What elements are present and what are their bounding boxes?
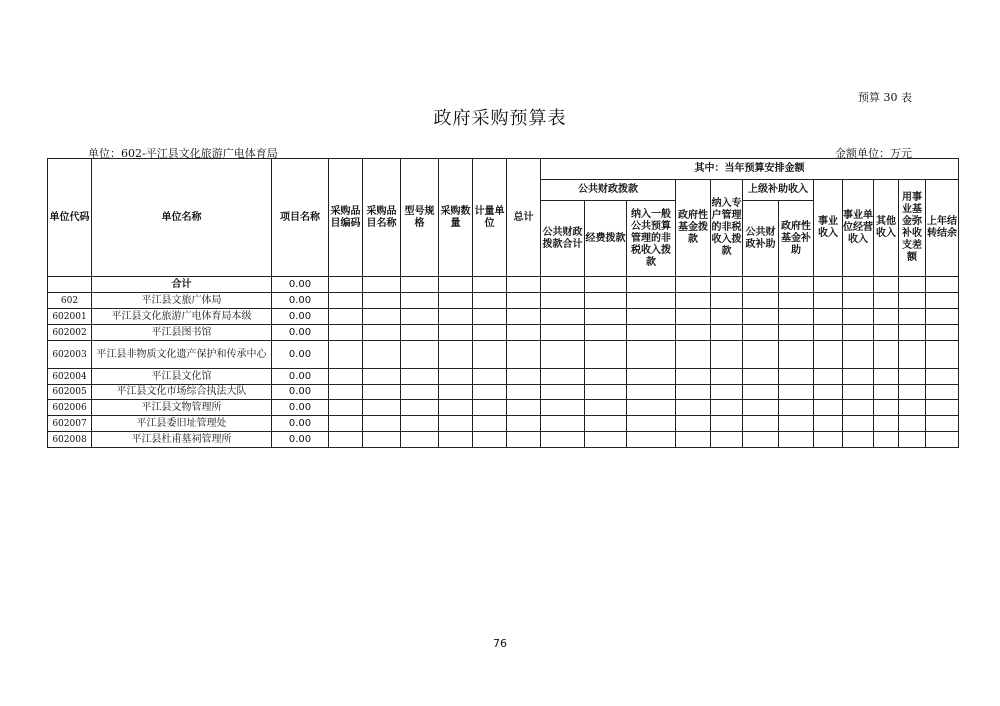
col-public-subsidy: 公共财政补助 [743, 201, 779, 277]
unit-name: 平江县非物质文化遗产保护和传承中心 [92, 341, 272, 369]
project-amount: 0.00 [272, 369, 329, 385]
col-item-code: 采购品目编码 [329, 159, 363, 277]
procurement-budget-table [47, 158, 959, 448]
unit-code: 602003 [48, 341, 92, 369]
table-row [48, 432, 959, 448]
unit-name: 平江县文旅广体局 [92, 293, 272, 309]
col-nontax-general: 纳入一般公共预算管理的非税收入拨款 [627, 201, 676, 277]
project-amount: 0.00 [272, 385, 329, 400]
col-quantity: 采购数量 [439, 159, 473, 277]
col-public-finance: 公共财政拨款 [541, 180, 676, 201]
unit-name: 平江县文化旅游广电体育局本级 [92, 309, 272, 325]
col-gov-fund: 政府性基金拨款 [676, 180, 711, 277]
unit-code: 602 [48, 293, 92, 309]
col-of-which: 其中：当年预算安排金额 [541, 159, 959, 180]
reporting-unit: 单位：602-平江县文化旅游广电体育局 [88, 147, 278, 160]
col-operating-income: 事业单位经营收入 [843, 180, 874, 277]
col-superior-subsidy: 上级补助收入 [743, 180, 814, 201]
col-unit-code: 单位代码 [48, 159, 92, 277]
unit-code: 602005 [48, 385, 92, 400]
unit-name: 平江县文化市场综合执法大队 [92, 385, 272, 400]
unit-name: 平江县文物管理所 [92, 400, 272, 416]
page-title: 政府采购预算表 [433, 108, 567, 129]
project-amount: 0.00 [272, 416, 329, 432]
col-project-name: 项目名称 [272, 159, 329, 277]
project-amount: 0.00 [272, 432, 329, 448]
col-item-name: 采购品目名称 [363, 159, 401, 277]
unit-code: 602006 [48, 400, 92, 416]
table-row [48, 369, 959, 385]
table-row [48, 309, 959, 325]
unit-name: 平江县文化馆 [92, 369, 272, 385]
unit-name: 平江县图书馆 [92, 325, 272, 341]
table-row [48, 400, 959, 416]
col-gov-fund-subsidy: 政府性基金补助 [779, 201, 814, 277]
col-nontax-special: 纳入专户管理的非税收入拨款 [711, 180, 743, 277]
unit-code: 602008 [48, 432, 92, 448]
table-row [48, 385, 959, 400]
unit-name: 平江县委旧址管理处 [92, 416, 272, 432]
form-number: 预算 30 表 [858, 91, 912, 104]
total-amount: 0.00 [272, 277, 329, 293]
col-fund-gap: 用事业基金弥补收支差额 [899, 180, 926, 277]
table-row [48, 341, 959, 369]
page-number: 76 [493, 637, 507, 650]
col-operating-funds: 经费拨款 [585, 201, 627, 277]
col-total: 总计 [507, 159, 541, 277]
table-row [48, 416, 959, 432]
total-row [48, 277, 959, 293]
project-amount: 0.00 [272, 400, 329, 416]
project-amount: 0.00 [272, 325, 329, 341]
table-row [48, 325, 959, 341]
col-other-income: 其他收入 [874, 180, 899, 277]
unit-code: 602002 [48, 325, 92, 341]
unit-code: 602007 [48, 416, 92, 432]
col-measure-unit: 计量单位 [473, 159, 507, 277]
project-amount: 0.00 [272, 309, 329, 325]
unit-name: 平江县杜甫墓祠管理所 [92, 432, 272, 448]
col-carryover: 上年结转结余 [926, 180, 959, 277]
col-spec: 型号规格 [401, 159, 439, 277]
project-amount: 0.00 [272, 293, 329, 309]
project-amount: 0.00 [272, 341, 329, 369]
unit-code: 602001 [48, 309, 92, 325]
col-public-finance-total: 公共财政拨款合计 [541, 201, 585, 277]
col-business-income: 事业收入 [814, 180, 843, 277]
amount-unit: 金额单位：万元 [835, 147, 912, 160]
table-row [48, 293, 959, 309]
total-label: 合计 [92, 277, 272, 293]
unit-code: 602004 [48, 369, 92, 385]
col-unit-name: 单位名称 [92, 159, 272, 277]
